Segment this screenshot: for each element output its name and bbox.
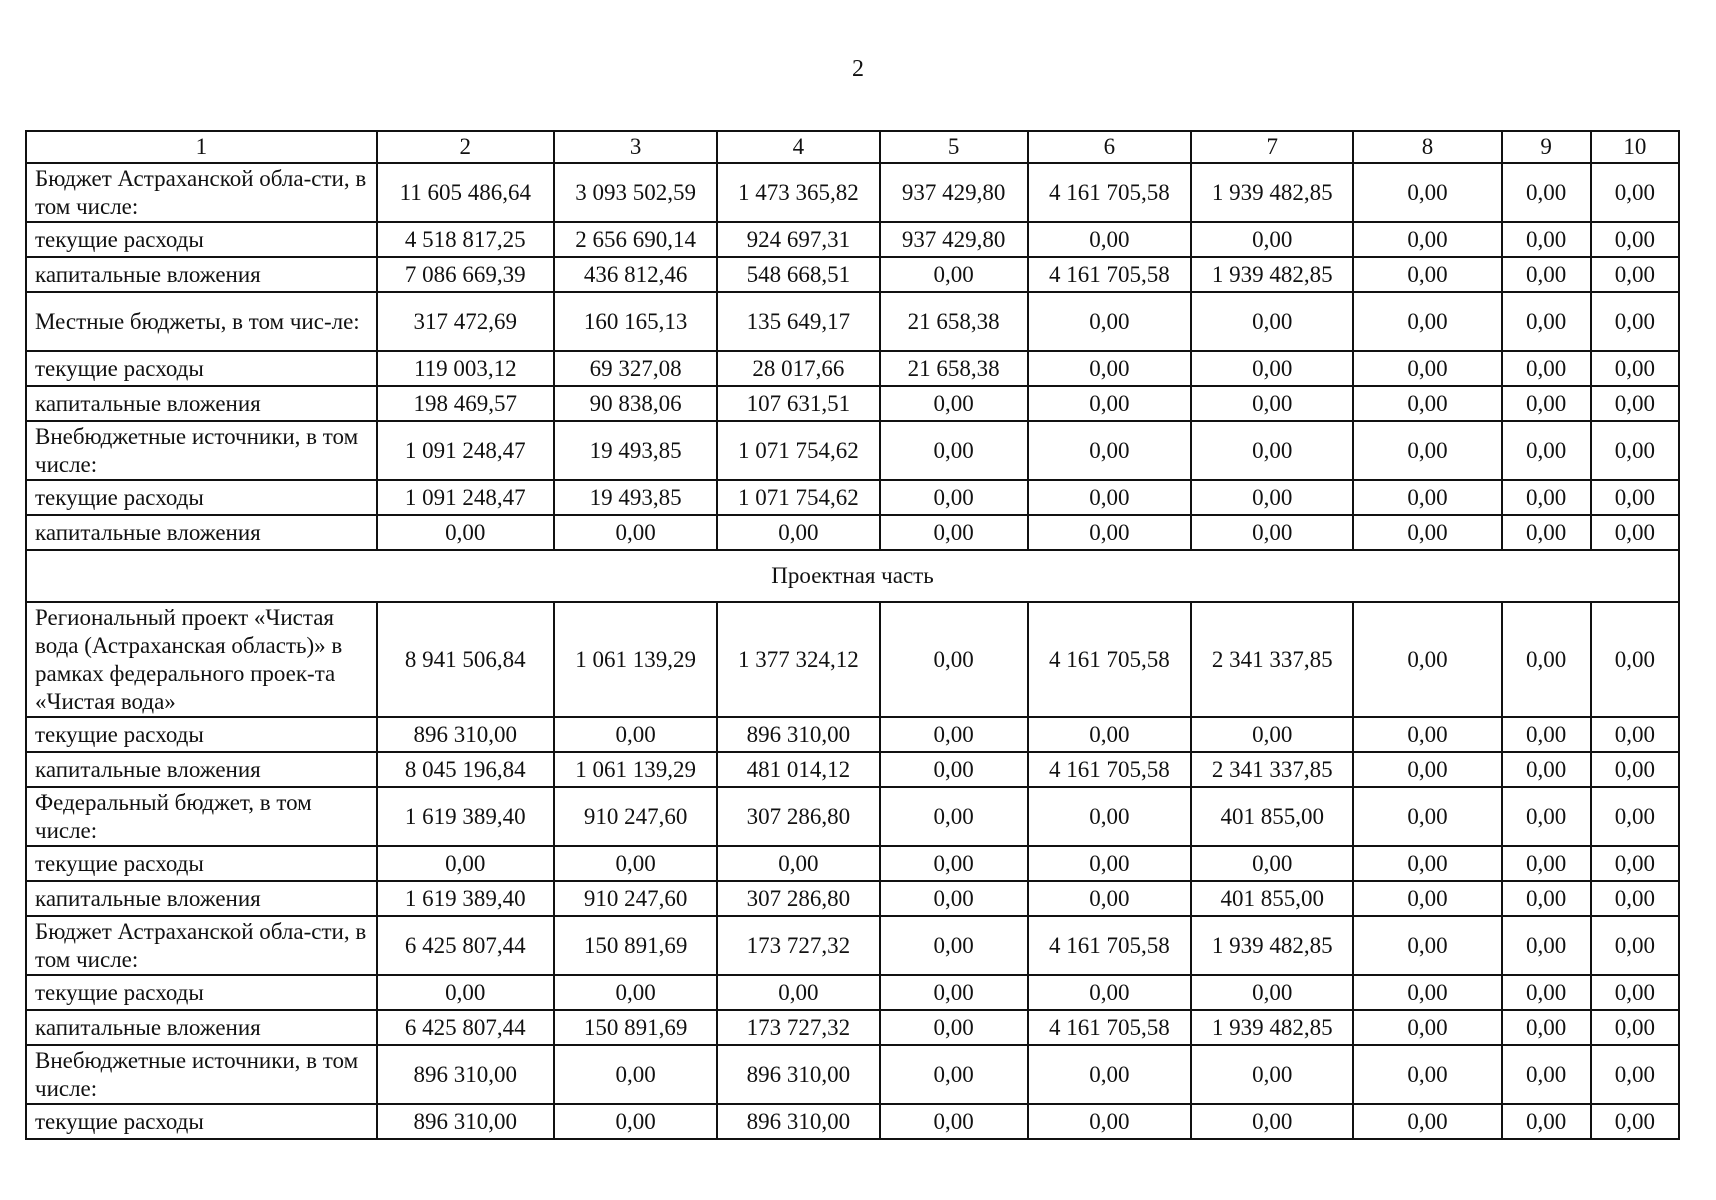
value-cell: 937 429,80	[880, 163, 1028, 222]
value-cell: 21 658,38	[880, 292, 1028, 351]
value-cell: 2 341 337,85	[1191, 602, 1353, 717]
table-row	[26, 515, 1679, 550]
value-cell: 0,00	[1591, 1045, 1679, 1104]
value-cell: 0,00	[1591, 421, 1679, 480]
value-cell: 0,00	[1353, 1010, 1501, 1045]
value-cell: 0,00	[1591, 1104, 1679, 1139]
value-cell: 0,00	[1028, 1104, 1191, 1139]
value-cell: 937 429,80	[880, 222, 1028, 257]
row-label: Внебюджетные источники, в том числе:	[26, 421, 377, 480]
row-label: текущие расходы	[26, 351, 377, 386]
value-cell: 0,00	[1591, 846, 1679, 881]
value-cell: 0,00	[377, 515, 554, 550]
value-cell: 1 939 482,85	[1191, 916, 1353, 975]
value-cell: 173 727,32	[717, 1010, 879, 1045]
value-cell: 21 658,38	[880, 351, 1028, 386]
table-row	[26, 881, 1679, 916]
value-cell: 0,00	[1028, 351, 1191, 386]
table-row	[26, 163, 1679, 222]
value-cell: 0,00	[1591, 717, 1679, 752]
value-cell: 307 286,80	[717, 787, 879, 846]
value-cell: 0,00	[1191, 1045, 1353, 1104]
value-cell: 0,00	[1191, 222, 1353, 257]
value-cell: 0,00	[1591, 351, 1679, 386]
value-cell: 4 518 817,25	[377, 222, 554, 257]
value-cell: 2 656 690,14	[554, 222, 717, 257]
row-label: Региональный проект «Чистая вода (Астраханская область)» в рамках федерального проек-та «Чистая вода»	[26, 602, 377, 717]
value-cell: 0,00	[554, 846, 717, 881]
value-cell: 0,00	[1502, 846, 1591, 881]
value-cell: 0,00	[1353, 222, 1501, 257]
value-cell: 0,00	[1502, 1045, 1591, 1104]
value-cell: 0,00	[1353, 1045, 1501, 1104]
row-label: капитальные вложения	[26, 1010, 377, 1045]
row-label: Бюджет Астраханской обла-сти, в том числе:	[26, 916, 377, 975]
value-cell: 0,00	[1591, 881, 1679, 916]
value-cell: 0,00	[1591, 292, 1679, 351]
page-number: 2	[852, 56, 864, 82]
value-cell: 910 247,60	[554, 881, 717, 916]
value-cell: 0,00	[1353, 1104, 1501, 1139]
column-number-row	[26, 131, 1679, 163]
value-cell: 2 341 337,85	[1191, 752, 1353, 787]
value-cell: 0,00	[1502, 1010, 1591, 1045]
value-cell: 8 045 196,84	[377, 752, 554, 787]
value-cell: 0,00	[880, 1010, 1028, 1045]
value-cell: 6 425 807,44	[377, 916, 554, 975]
value-cell: 0,00	[554, 515, 717, 550]
value-cell: 1 091 248,47	[377, 421, 554, 480]
value-cell: 0,00	[880, 386, 1028, 421]
project-section	[26, 550, 1679, 602]
table-row	[26, 916, 1679, 975]
value-cell: 1 061 139,29	[554, 752, 717, 787]
table-row	[26, 975, 1679, 1010]
value-cell: 0,00	[717, 515, 879, 550]
value-cell: 924 697,31	[717, 222, 879, 257]
value-cell: 4 161 705,58	[1028, 257, 1191, 292]
value-cell: 0,00	[1591, 916, 1679, 975]
row-label: текущие расходы	[26, 975, 377, 1010]
value-cell: 0,00	[1191, 1104, 1353, 1139]
value-cell: 0,00	[1191, 846, 1353, 881]
table-row	[26, 222, 1679, 257]
table-row	[26, 1104, 1679, 1139]
column-number: 3	[554, 131, 717, 163]
value-cell: 0,00	[554, 717, 717, 752]
value-cell: 0,00	[717, 975, 879, 1010]
value-cell: 0,00	[1353, 257, 1501, 292]
value-cell: 0,00	[880, 717, 1028, 752]
value-cell: 0,00	[1502, 421, 1591, 480]
value-cell: 0,00	[717, 846, 879, 881]
value-cell: 0,00	[554, 1045, 717, 1104]
value-cell: 0,00	[1502, 351, 1591, 386]
value-cell: 173 727,32	[717, 916, 879, 975]
table-row	[26, 846, 1679, 881]
value-cell: 0,00	[1191, 480, 1353, 515]
value-cell: 0,00	[880, 480, 1028, 515]
row-label: текущие расходы	[26, 480, 377, 515]
value-cell: 135 649,17	[717, 292, 879, 351]
value-cell: 401 855,00	[1191, 787, 1353, 846]
column-number: 1	[26, 131, 377, 163]
value-cell: 0,00	[1028, 881, 1191, 916]
value-cell: 7 086 669,39	[377, 257, 554, 292]
value-cell: 90 838,06	[554, 386, 717, 421]
column-number: 4	[717, 131, 879, 163]
row-label: Местные бюджеты, в том чис-ле:	[26, 292, 377, 351]
value-cell: 1 473 365,82	[717, 163, 879, 222]
value-cell: 0,00	[880, 916, 1028, 975]
value-cell: 0,00	[1591, 752, 1679, 787]
row-label: капитальные вложения	[26, 386, 377, 421]
value-cell: 0,00	[1191, 421, 1353, 480]
value-cell: 0,00	[1502, 787, 1591, 846]
value-cell: 107 631,51	[717, 386, 879, 421]
table-row	[26, 787, 1679, 846]
value-cell: 1 939 482,85	[1191, 257, 1353, 292]
value-cell: 4 161 705,58	[1028, 1010, 1191, 1045]
value-cell: 0,00	[1502, 480, 1591, 515]
table-row	[26, 386, 1679, 421]
value-cell: 0,00	[554, 975, 717, 1010]
value-cell: 0,00	[1591, 222, 1679, 257]
value-cell: 548 668,51	[717, 257, 879, 292]
value-cell: 1 939 482,85	[1191, 1010, 1353, 1045]
value-cell: 0,00	[1191, 717, 1353, 752]
value-cell: 0,00	[1028, 515, 1191, 550]
value-cell: 317 472,69	[377, 292, 554, 351]
value-cell: 0,00	[1502, 292, 1591, 351]
value-cell: 0,00	[1502, 163, 1591, 222]
value-cell: 0,00	[1502, 222, 1591, 257]
value-cell: 28 017,66	[717, 351, 879, 386]
value-cell: 0,00	[554, 1104, 717, 1139]
section-row	[26, 550, 1679, 602]
value-cell: 0,00	[1591, 480, 1679, 515]
table-row	[26, 1010, 1679, 1045]
value-cell: 0,00	[880, 787, 1028, 846]
value-cell: 0,00	[1353, 916, 1501, 975]
table-row	[26, 421, 1679, 480]
value-cell: 0,00	[1591, 1010, 1679, 1045]
value-cell: 896 310,00	[377, 1104, 554, 1139]
value-cell: 0,00	[880, 421, 1028, 480]
table-row	[26, 257, 1679, 292]
value-cell: 0,00	[1353, 752, 1501, 787]
value-cell: 0,00	[1502, 1104, 1591, 1139]
project-rows	[26, 602, 1679, 1139]
value-cell: 4 161 705,58	[1028, 752, 1191, 787]
budget-table	[25, 130, 1680, 1140]
value-cell: 8 941 506,84	[377, 602, 554, 717]
value-cell: 198 469,57	[377, 386, 554, 421]
table-row	[26, 292, 1679, 351]
value-cell: 0,00	[1191, 975, 1353, 1010]
value-cell: 0,00	[377, 975, 554, 1010]
value-cell: 0,00	[1502, 257, 1591, 292]
column-number: 7	[1191, 131, 1353, 163]
value-cell: 0,00	[1028, 292, 1191, 351]
value-cell: 0,00	[1028, 480, 1191, 515]
value-cell: 0,00	[880, 1045, 1028, 1104]
row-label: Бюджет Астраханской обла-сти, в том числе:	[26, 163, 377, 222]
table-row	[26, 480, 1679, 515]
column-number: 10	[1591, 131, 1679, 163]
value-cell: 1 939 482,85	[1191, 163, 1353, 222]
value-cell: 0,00	[880, 257, 1028, 292]
row-label: капитальные вложения	[26, 515, 377, 550]
value-cell: 0,00	[1502, 975, 1591, 1010]
value-cell: 436 812,46	[554, 257, 717, 292]
value-cell: 0,00	[1353, 515, 1501, 550]
value-cell: 6 425 807,44	[377, 1010, 554, 1045]
value-cell: 69 327,08	[554, 351, 717, 386]
row-label: капитальные вложения	[26, 257, 377, 292]
budget-rows	[26, 163, 1679, 550]
value-cell: 307 286,80	[717, 881, 879, 916]
value-cell: 0,00	[1353, 480, 1501, 515]
value-cell: 0,00	[1353, 881, 1501, 916]
value-cell: 0,00	[1191, 386, 1353, 421]
value-cell: 910 247,60	[554, 787, 717, 846]
value-cell: 0,00	[1353, 975, 1501, 1010]
value-cell: 0,00	[1591, 975, 1679, 1010]
value-cell: 4 161 705,58	[1028, 602, 1191, 717]
value-cell: 0,00	[1353, 163, 1501, 222]
value-cell: 0,00	[1353, 602, 1501, 717]
value-cell: 0,00	[1028, 421, 1191, 480]
value-cell: 0,00	[1028, 846, 1191, 881]
value-cell: 0,00	[1591, 163, 1679, 222]
table-row	[26, 351, 1679, 386]
row-label: текущие расходы	[26, 846, 377, 881]
value-cell: 19 493,85	[554, 421, 717, 480]
value-cell: 0,00	[1591, 515, 1679, 550]
value-cell: 0,00	[1353, 386, 1501, 421]
value-cell: 1 091 248,47	[377, 480, 554, 515]
value-cell: 401 855,00	[1191, 881, 1353, 916]
value-cell: 1 071 754,62	[717, 421, 879, 480]
row-label: текущие расходы	[26, 717, 377, 752]
row-label: Внебюджетные источники, в том числе:	[26, 1045, 377, 1104]
value-cell: 0,00	[1502, 386, 1591, 421]
value-cell: 0,00	[880, 846, 1028, 881]
table-row	[26, 752, 1679, 787]
value-cell: 1 619 389,40	[377, 787, 554, 846]
value-cell: 19 493,85	[554, 480, 717, 515]
value-cell: 0,00	[1502, 602, 1591, 717]
value-cell: 0,00	[1591, 386, 1679, 421]
table-row	[26, 602, 1679, 717]
value-cell: 0,00	[1591, 602, 1679, 717]
value-cell: 896 310,00	[717, 1045, 879, 1104]
value-cell: 0,00	[1353, 421, 1501, 480]
value-cell: 0,00	[1353, 717, 1501, 752]
value-cell: 1 377 324,12	[717, 602, 879, 717]
value-cell: 150 891,69	[554, 1010, 717, 1045]
value-cell: 150 891,69	[554, 916, 717, 975]
value-cell: 0,00	[1502, 916, 1591, 975]
value-cell: 896 310,00	[717, 1104, 879, 1139]
value-cell: 0,00	[880, 881, 1028, 916]
value-cell: 0,00	[1028, 975, 1191, 1010]
value-cell: 119 003,12	[377, 351, 554, 386]
table-row	[26, 1045, 1679, 1104]
value-cell: 481 014,12	[717, 752, 879, 787]
value-cell: 0,00	[1191, 351, 1353, 386]
row-label: текущие расходы	[26, 1104, 377, 1139]
value-cell: 1 061 139,29	[554, 602, 717, 717]
value-cell: 0,00	[1502, 881, 1591, 916]
value-cell: 0,00	[1502, 717, 1591, 752]
row-label: капитальные вложения	[26, 881, 377, 916]
column-number: 8	[1353, 131, 1501, 163]
value-cell: 0,00	[880, 515, 1028, 550]
value-cell: 0,00	[1353, 846, 1501, 881]
value-cell: 0,00	[880, 602, 1028, 717]
row-label: капитальные вложения	[26, 752, 377, 787]
value-cell: 0,00	[1502, 752, 1591, 787]
row-label: текущие расходы	[26, 222, 377, 257]
value-cell: 0,00	[1191, 292, 1353, 351]
value-cell: 11 605 486,64	[377, 163, 554, 222]
value-cell: 0,00	[1028, 386, 1191, 421]
value-cell: 896 310,00	[377, 717, 554, 752]
value-cell: 3 093 502,59	[554, 163, 717, 222]
value-cell: 0,00	[1028, 1045, 1191, 1104]
value-cell: 0,00	[880, 975, 1028, 1010]
value-cell: 1 619 389,40	[377, 881, 554, 916]
value-cell: 0,00	[1028, 222, 1191, 257]
value-cell: 0,00	[1028, 717, 1191, 752]
value-cell: 0,00	[1191, 515, 1353, 550]
value-cell: 0,00	[880, 1104, 1028, 1139]
value-cell: 0,00	[377, 846, 554, 881]
value-cell: 0,00	[1502, 515, 1591, 550]
value-cell: 4 161 705,58	[1028, 163, 1191, 222]
column-number: 2	[377, 131, 554, 163]
value-cell: 0,00	[1591, 787, 1679, 846]
value-cell: 896 310,00	[717, 717, 879, 752]
column-number: 5	[880, 131, 1028, 163]
section-title: Проектная часть	[26, 550, 1679, 602]
value-cell: 0,00	[1028, 787, 1191, 846]
table-row	[26, 717, 1679, 752]
value-cell: 0,00	[1591, 257, 1679, 292]
value-cell: 160 165,13	[554, 292, 717, 351]
value-cell: 0,00	[1353, 787, 1501, 846]
value-cell: 1 071 754,62	[717, 480, 879, 515]
value-cell: 0,00	[1353, 351, 1501, 386]
row-label: Федеральный бюджет, в том числе:	[26, 787, 377, 846]
value-cell: 0,00	[880, 752, 1028, 787]
column-number: 6	[1028, 131, 1191, 163]
value-cell: 0,00	[1353, 292, 1501, 351]
value-cell: 896 310,00	[377, 1045, 554, 1104]
column-number: 9	[1502, 131, 1591, 163]
value-cell: 4 161 705,58	[1028, 916, 1191, 975]
